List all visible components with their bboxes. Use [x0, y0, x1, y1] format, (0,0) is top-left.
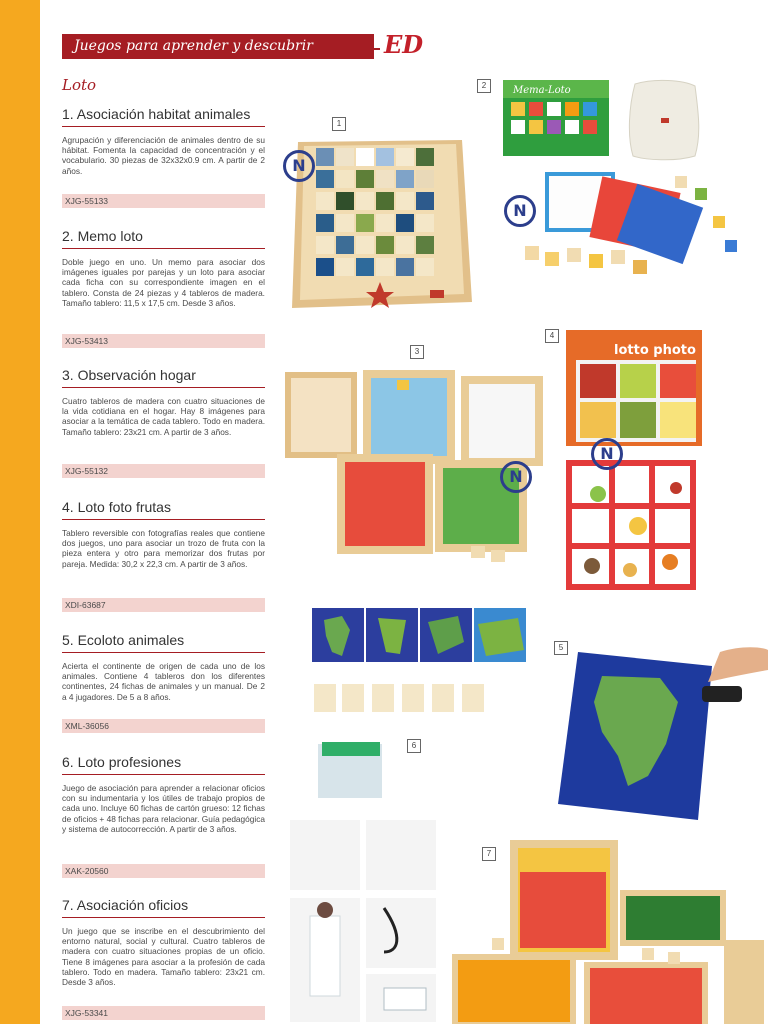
product-title: 1. Asociación habitat animales	[62, 106, 265, 127]
product-code: XDI-63687	[62, 598, 265, 612]
product-code: XML-36056	[62, 719, 265, 733]
header-logo: ED	[384, 30, 424, 59]
section-title: Loto	[62, 76, 97, 94]
home-boards-photo	[285, 362, 545, 562]
habitat-board-photo	[290, 132, 472, 314]
image-label-7: 7	[482, 847, 496, 861]
product-title: 2. Memo loto	[62, 228, 265, 249]
header-title: Juegos para aprender y descubrir	[62, 34, 374, 59]
product-5	[62, 632, 265, 731]
product-title: 4. Loto foto frutas	[62, 499, 265, 520]
product-description: Doble juego en uno. Un memo para asociar dos imágenes iguales por parejas y un loto para asociar cada ficha con su correspondiente imagen en el tablero. Consta de 24 piezas y 4 tableros de madera. Tamaño tablero: 11,5 x 17,5 cm. Desde 3 años.	[62, 257, 265, 308]
product-title: 5. Ecoloto animales	[62, 632, 265, 653]
side-color-bar	[0, 0, 40, 1024]
image-label-5: 5	[554, 641, 568, 655]
product-description: Un juego que se inscribe en el descubrimiento del entorno natural, social y cultural. Cuatro tableros de madera con cuatro situaciones propias de un oficio. Tiene 8 imágenes para asociar a la profesión de cada tablero. Todo en madera. Tamaño tablero: 23x21 cm. Desde 3 años.	[62, 926, 265, 988]
product-description: Acierta el continente de origen de cada uno de los animales. Contiene 4 tableros don los diferentes continentes, 24 fichas de animales y un manual. De 2 a 4 jugadores. De 5 a 8 años.	[62, 661, 265, 702]
product-code: XJG-55133	[62, 194, 265, 208]
image-label-3: 3	[410, 345, 424, 359]
image-label-6: 6	[407, 739, 421, 753]
product-title: 7. Asociación oficios	[62, 897, 265, 918]
product-7	[62, 897, 265, 1018]
new-badge-icon: N	[500, 461, 532, 493]
new-badge-icon: N	[283, 150, 315, 182]
product-1	[62, 106, 265, 206]
product-4	[62, 499, 265, 610]
product-code: XJG-53341	[62, 1006, 265, 1020]
trades-boards-photo	[452, 836, 768, 1024]
image-label-2: 2	[477, 79, 491, 93]
image-label-1: 1	[332, 117, 346, 131]
product-code: XAK-20560	[62, 864, 265, 878]
product-description: Juego de asociación para aprender a relacionar oficios con su indumentaria y los útiles de trabajo propios de cada uno. Incluye 60 fichas de cartón grueso: 12 fichas de oficios + 48 fichas para relacionar. Guía pedagógica y sistema de autocorrección. A partir de 3 años.	[62, 783, 265, 834]
product-description: Cuatro tableros de madera con cuatro situaciones de la vida cotidiana en el hogar. Hay 8 imágenes para asociar a la temática de cada tablero. Todo en madera. Tamaño tablero: 23x21 cm. A partir de 3 años.	[62, 396, 265, 437]
image-label-4: 4	[545, 329, 559, 343]
professions-photo	[288, 738, 440, 1024]
new-badge-icon: N	[591, 438, 623, 470]
product-3	[62, 367, 265, 476]
memo-loto-photo	[495, 76, 765, 296]
product-6	[62, 754, 265, 876]
product-description: Tablero reversible con fotografías reales que contiene dos juegos, uno para asociar un trozo de fruta con la pieza entera y otro para memorizar dos frutas por pareja. Medida: 30,2 x 22,3 cm. A partir de 3 años.	[62, 528, 265, 569]
product-2	[62, 228, 265, 346]
product-code: XJG-53413	[62, 334, 265, 348]
product-description: Agrupación y diferenciación de animales dentro de su hábitat. Fomenta la capacidad de concentración y el vocabulario. 30 piezas de 32x32x0.9 cm. A partir de 2 años.	[62, 135, 265, 176]
product-title: 6. Loto profesiones	[62, 754, 265, 775]
memaloto-box-label: Mema-Loto	[513, 85, 571, 96]
header-rule	[374, 48, 380, 50]
lotto-box-label: lotto photo	[614, 343, 696, 358]
new-badge-icon: N	[504, 195, 536, 227]
product-title: 3. Observación hogar	[62, 367, 265, 388]
product-code: XJG-55132	[62, 464, 265, 478]
